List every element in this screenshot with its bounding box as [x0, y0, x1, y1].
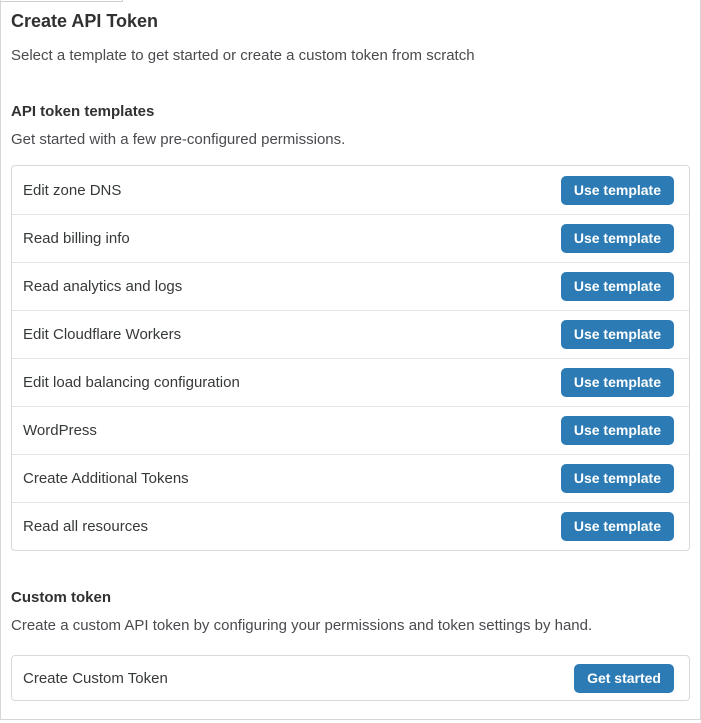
template-row-edit-load-balancing-configuration — [12, 358, 689, 406]
template-name: Read analytics and logs — [23, 278, 183, 295]
use-template-button[interactable]: Use template — [561, 464, 674, 493]
custom-token-heading: Custom token — [11, 589, 112, 606]
use-template-button[interactable]: Use template — [561, 176, 674, 205]
use-template-button[interactable]: Use template — [561, 368, 674, 397]
custom-token-row — [12, 656, 689, 700]
template-name: Edit load balancing configuration — [23, 374, 240, 391]
use-template-button[interactable]: Use template — [561, 320, 674, 349]
template-row-read-billing-info — [12, 214, 689, 262]
use-template-button[interactable]: Use template — [561, 224, 674, 253]
template-name: Read all resources — [23, 518, 149, 535]
template-name: Edit zone DNS — [23, 181, 122, 199]
top-edge-artifact — [1, 0, 123, 2]
template-name: Create Additional Tokens — [23, 470, 189, 487]
template-row-wordpress — [12, 406, 689, 454]
custom-token-description: Create a custom API token by configuring your permissions and token settings by hand. — [11, 617, 593, 634]
template-row-read-analytics-and-logs — [12, 262, 689, 310]
use-template-button[interactable]: Use template — [561, 272, 674, 301]
template-row-create-additional-tokens — [12, 454, 689, 502]
page-title: Create API Token — [11, 11, 159, 31]
template-row-edit-cloudflare-workers — [12, 310, 689, 358]
templates-section-heading: API token templates — [11, 103, 155, 120]
templates-table — [11, 165, 690, 551]
template-name: Edit Cloudflare Workers — [23, 326, 182, 343]
custom-token-card — [11, 655, 690, 701]
use-template-button[interactable]: Use template — [561, 416, 674, 445]
template-name: WordPress — [23, 422, 97, 439]
templates-section-description: Get started with a few pre-configured permissions. — [11, 131, 346, 148]
template-row-edit-zone-dns — [12, 166, 689, 214]
template-name: Read billing info — [23, 230, 130, 247]
custom-token-name: Create Custom Token — [23, 669, 168, 687]
page-subtitle: Select a template to get started or create a custom token from scratch — [11, 47, 475, 64]
use-template-button[interactable]: Use template — [561, 512, 674, 541]
template-row-read-all-resources — [12, 502, 689, 550]
get-started-button[interactable]: Get started — [574, 664, 674, 693]
